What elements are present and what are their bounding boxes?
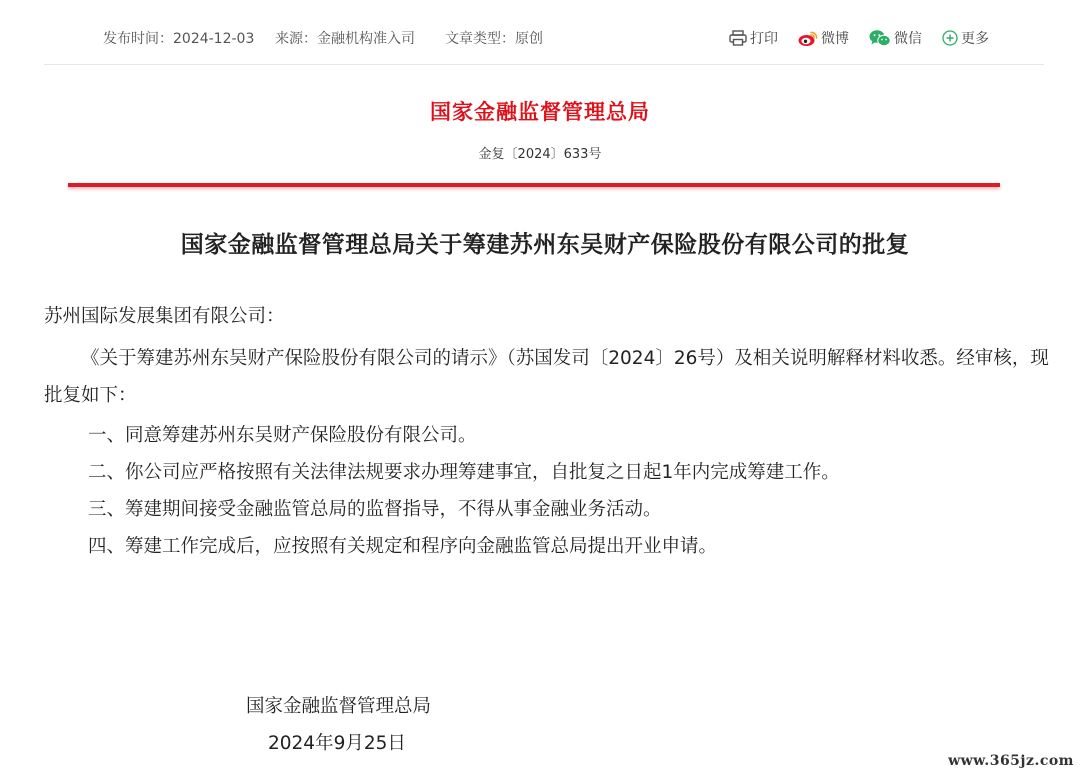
more-label: 更多 [961,31,989,47]
article-meta-bar [44,0,1044,65]
signature-date: 2024年9月25日 [268,733,406,754]
addressee: 苏州国际发展集团有限公司： [44,306,285,327]
publish-time: 发布时间：2024-12-03 [103,31,255,47]
weibo-share-button[interactable] [798,28,849,48]
site-watermark: www.365jz.com [948,753,1074,769]
approval-item: 二、你公司应严格按照有关法律法规要求办理筹建事宜，自批复之日起1年内完成筹建工作。 [88,462,840,483]
article-source: 来源：金融机构准入司 [275,31,415,47]
article-type: 文章类型：原创 [445,31,543,47]
share-toolbar [729,28,989,48]
wechat-label: 微信 [894,31,922,47]
approval-item: 三、筹建期间接受金融监管总局的监督指导，不得从事金融业务活动。 [88,499,662,520]
body-paragraph: 《关于筹建苏州东吴财产保险股份有限公司的请示》（苏国发司〔2024〕26号）及相关说明解释材料收悉。经审核，现批复如下： [44,348,1049,406]
weibo-label: 微博 [821,31,849,47]
wechat-icon [869,29,891,47]
approval-item: 一、同意筹建苏州东吴财产保险股份有限公司。 [88,425,477,446]
weibo-icon [798,30,818,47]
print-button[interactable] [729,28,778,48]
wechat-share-button[interactable] [869,28,922,48]
issuing-organization-title: 国家金融监督管理总局 [430,100,650,124]
signature-organization: 国家金融监督管理总局 [246,696,432,717]
print-label: 打印 [750,31,778,47]
plus-circle-icon [942,30,958,46]
approval-item: 四、筹建工作完成后，应按照有关规定和程序向金融监管总局提出开业申请。 [88,536,718,557]
document-title: 国家金融监督管理总局关于筹建苏州东吴财产保险股份有限公司的批复 [180,232,910,258]
printer-icon [729,30,747,46]
more-share-button[interactable] [942,28,989,48]
document-number: 金复〔2024〕633号 [478,147,602,162]
red-divider [68,183,1000,187]
